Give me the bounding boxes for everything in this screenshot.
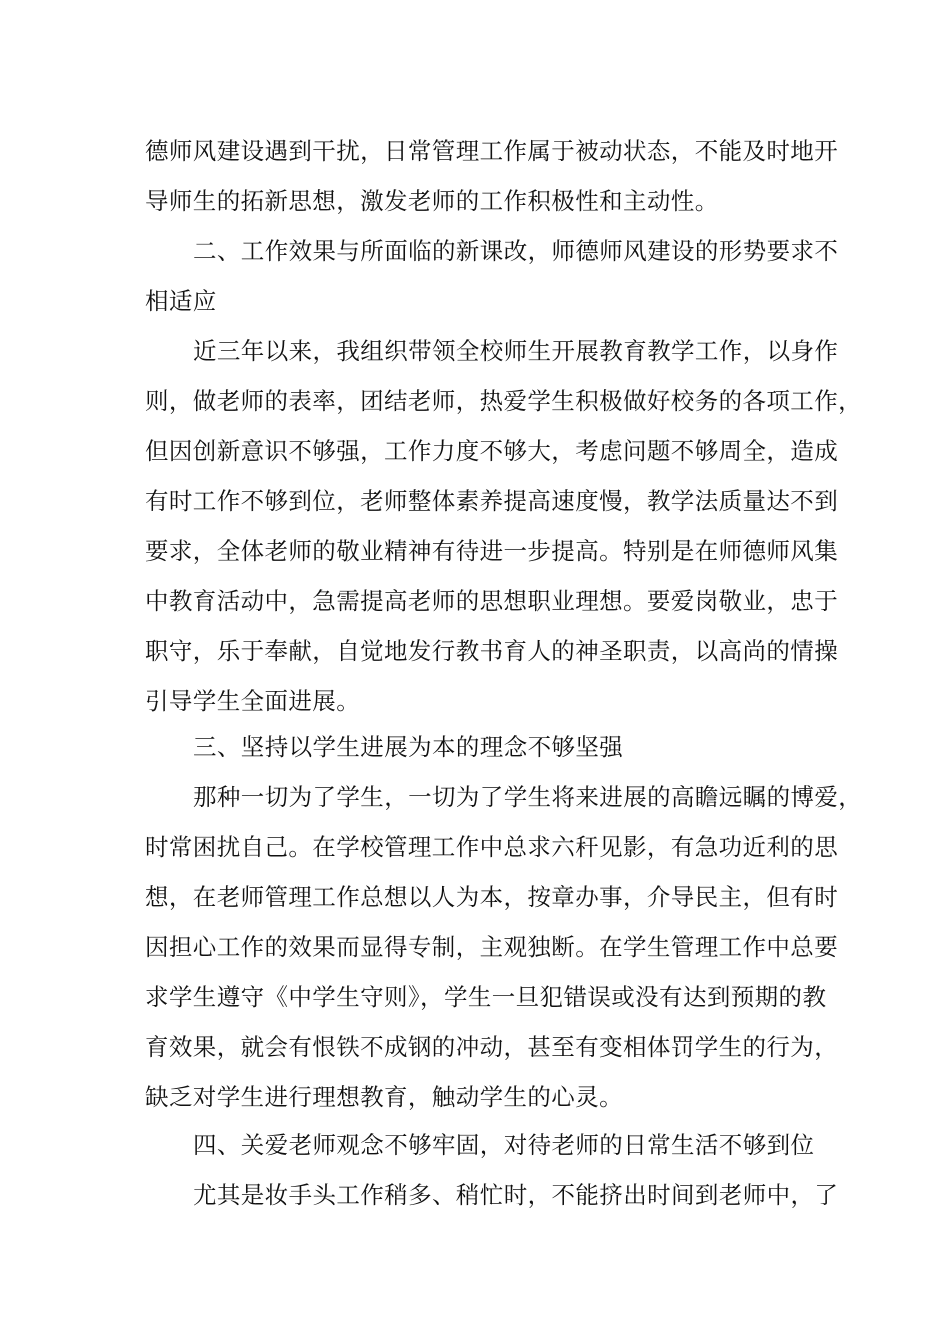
text-line: 则，做老师的表率，团结老师，热爱学生积极做好校务的各项工作，: [145, 387, 862, 415]
text-line: 尤其是妆手头工作稍多、稍忙时，不能挤出时间到老师中，了: [193, 1181, 839, 1209]
text-line: 但因创新意识不够强，工作力度不够大，考虑问题不够周全，造成: [145, 437, 839, 465]
text-line: 中教育活动中，急需提高老师的思想职业理想。要爱岗敬业，忠于: [145, 587, 839, 615]
text-line: 求学生遵守《中学生守则》，学生一旦犯错误或没有达到预期的教: [145, 983, 827, 1011]
text-line: 因担心工作的效果而显得专制，主观独断。在学生管理工作中总要: [145, 933, 839, 961]
text-line: 导师生的拓新思想，激发老师的工作积极性和主动性。: [145, 187, 719, 215]
text-line: 缺乏对学生进行理想教育，触动学生的心灵。: [145, 1083, 623, 1111]
section-heading-3: 三、坚持以学生进展为本的理念不够坚强: [193, 733, 624, 761]
text-line: 育效果，就会有恨铁不成钢的冲动，甚至有变相体罚学生的行为，: [145, 1033, 839, 1061]
text-line: 职守，乐于奉献，自觉地发行教书育人的神圣职责，以高尚的情操: [145, 637, 839, 665]
text-line: 德师风建设遇到干扰，日常管理工作属于被动状态，不能及时地开: [145, 137, 839, 165]
text-line: 有时工作不够到位，老师整体素养提高速度慢，教学法质量达不到: [145, 487, 839, 515]
text-line: 近三年以来，我组织带领全校师生开展教育教学工作，以身作: [193, 337, 839, 365]
text-line: 时常困扰自己。在学校管理工作中总求六秆见影，有急功近利的思: [145, 833, 839, 861]
text-line: 引导学生全面进展。: [145, 687, 361, 715]
section-heading-2-cont: 相适应: [145, 287, 217, 315]
text-line: 那种一切为了学生，一切为了学生将来进展的高瞻远瞩的博爱，: [193, 783, 863, 811]
text-line: 要求，全体老师的敬业精神有待进一步提高。特别是在师德师风集: [145, 537, 839, 565]
text-line: 想，在老师管理工作总想以人为本，按章办事，介导民主，但有时: [145, 883, 839, 911]
section-heading-4: 四、关爱老师观念不够牢固，对待老师的日常生活不够到位: [193, 1131, 815, 1159]
section-heading-2: 二、工作效果与所面临的新课改，师德师风建设的形势要求不: [193, 237, 839, 265]
